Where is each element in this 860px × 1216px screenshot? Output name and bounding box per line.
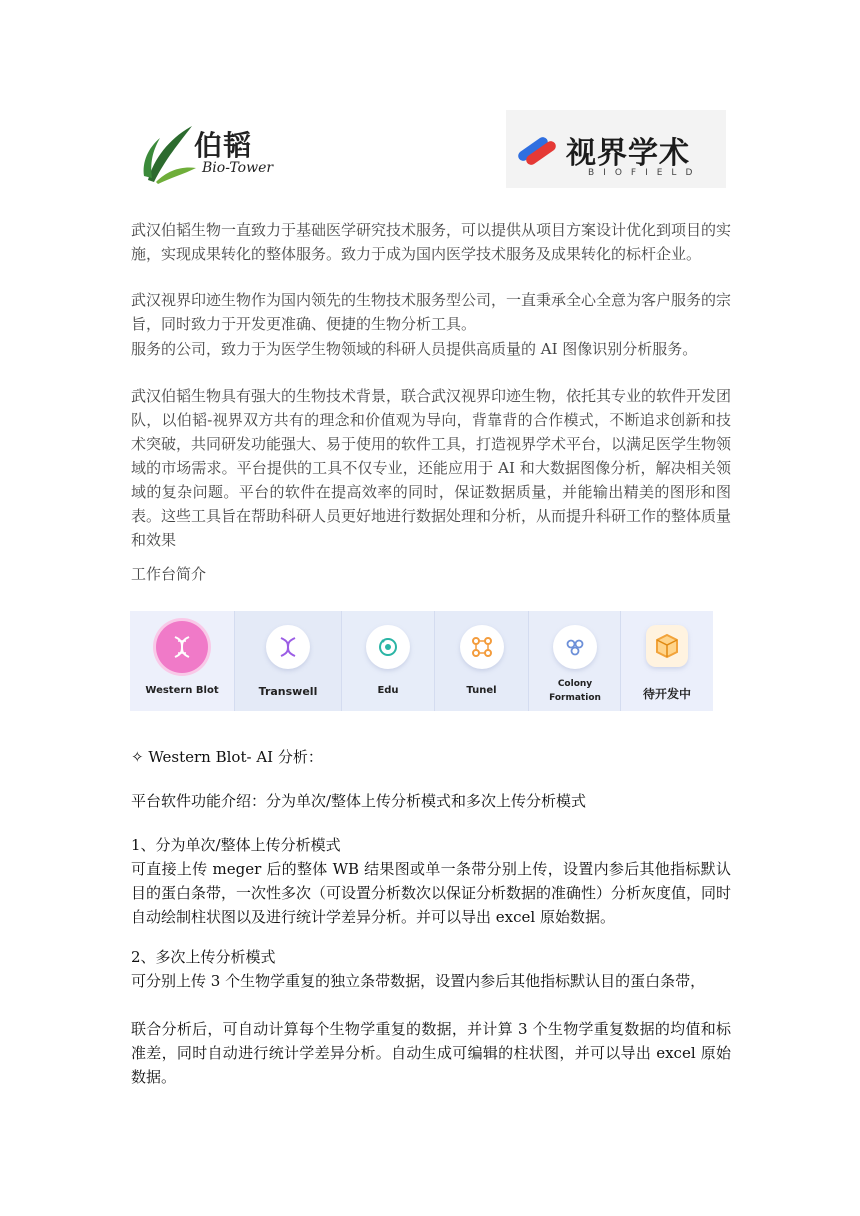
tool-label-western-blot: Western Blot xyxy=(145,685,219,696)
bio-tower-en: Bio-Tower xyxy=(202,160,274,176)
wb-section1-title: 1、分为单次/整体上传分析模式 xyxy=(131,836,341,854)
intro-paragraph-4: 武汉伯韬生物具有强大的生物技术背景，联合武汉视界印迹生物，依托其专业的软件开发团队，以伯韬-视界双方共有的理念和价值观为导向，背靠背的合作模式，不断追求创新和技术突破，共同研发功能强大、易于使用的软件工具，打造视界学术平台，以满足医学生物领域的市场需求。平台提供的工具不仅专业，还能应用于 AI 和大数据图像分析，解决相关领域的复杂问题。平台的软件在提高效率的同时，保证数据质量，并能输出精美的图形和图表。这些工具旨在帮助科研人员更好地进行数据处理和分析，从而提升科研工作的整体质量和效果 xyxy=(131,387,732,549)
wb-summary: 平台软件功能介绍：分为单次/整体上传分析模式和多次上传分析模式 xyxy=(131,792,587,810)
wb-section2-body2: 联合分析后，可自动计算每个生物学重复的数据，并计算 3 个生物学重复数据的均值和标准差，同时自动进行统计学差异分析。自动生成可编辑的柱状图，并可以导出 excel 原始数据。 xyxy=(131,1020,731,1086)
colony-dish-icon xyxy=(553,625,597,669)
intro-paragraph-3: 服务的公司，致力于为医学生物领域的科研人员提供高质量的 AI 图像识别分析服务。 xyxy=(131,340,698,358)
workbench-title: 工作台简介 xyxy=(131,565,207,583)
tool-label-edu: Edu xyxy=(377,685,399,696)
biofield-cn: 视界学术 xyxy=(566,136,690,171)
wb-section2-body1: 可分别上传 3 个生物学重复的独立条带数据，设置内参后其他指标默认目的蛋白条带， xyxy=(131,972,706,990)
wb-heading: ✧ Western Blot- AI 分析： xyxy=(131,748,323,766)
leaf-logo-icon xyxy=(140,118,200,188)
tool-card-in-development[interactable] xyxy=(620,611,713,711)
cube-icon xyxy=(646,625,688,667)
dna-purple-icon xyxy=(266,625,310,669)
biofield-mark-icon xyxy=(514,130,560,170)
dna-pink-icon xyxy=(156,621,208,673)
tool-label-in-development: 待开发中 xyxy=(642,687,691,701)
tool-label-transwell: Transwell xyxy=(258,685,318,698)
bio-tower-logo xyxy=(140,118,300,190)
intro-paragraph-2: 武汉视界印迹生物作为国内领先的生物技术服务型公司，一直秉承全心全意为客户服务的宗旨，同时致力于开发更准确、便捷的生物分析工具。 xyxy=(131,291,732,333)
bio-tower-cn: 伯韬 xyxy=(194,129,253,162)
tool-card-colony-formation[interactable] xyxy=(528,611,621,711)
tool-label-tunel: Tunel xyxy=(466,685,497,696)
biofield-en: BIOFIELD xyxy=(588,168,702,178)
tool-card-edu[interactable] xyxy=(341,611,434,711)
intro-paragraph-1: 武汉伯韬生物一直致力于基础医学研究技术服务，可以提供从项目方案设计优化到项目的实施，实现成果转化的整体服务。致力于成为国内医学技术服务及成果转化的标杆企业。 xyxy=(131,221,732,263)
tool-strip xyxy=(130,611,712,711)
tool-card-tunel[interactable] xyxy=(434,611,528,711)
tool-card-transwell[interactable] xyxy=(234,611,341,711)
wb-section2-title: 2、多次上传分析模式 xyxy=(131,948,276,966)
network-icon xyxy=(460,625,504,669)
tool-label-colony-formation: Colony Formation xyxy=(549,679,601,703)
biofield-logo xyxy=(506,110,726,188)
cell-icon xyxy=(366,625,410,669)
wb-section1-body: 可直接上传 meger 后的整体 WB 结果图或单一条带分别上传，设置内参后其他指标默认目的蛋白条带，一次性多次（可设置分析数次以保证分析数据的准确性）分析灰度值，同时自动绘制柱状图以及进行统计学差异分析。并可以导出 excel 原始数据。 xyxy=(131,860,732,926)
tool-card-western-blot[interactable] xyxy=(130,611,234,711)
